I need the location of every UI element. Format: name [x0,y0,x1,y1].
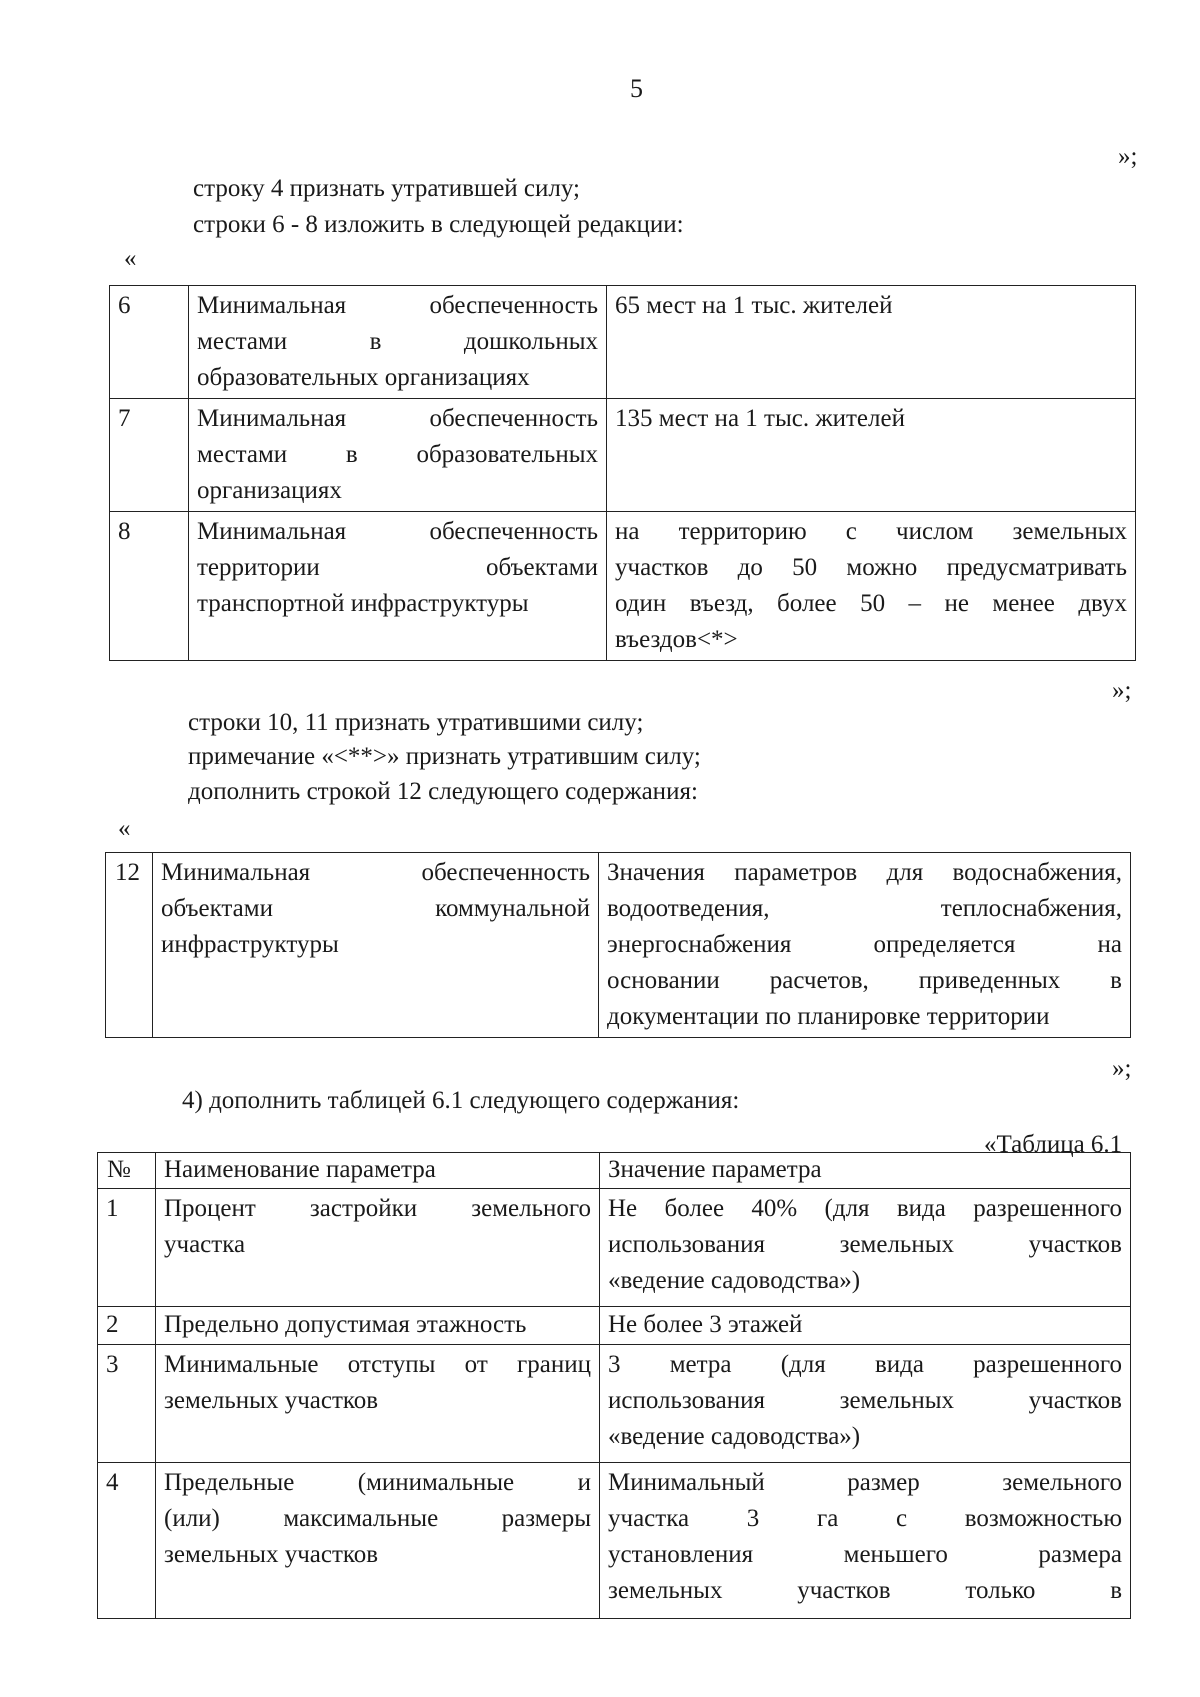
paragraph-line: строки 6 - 8 изложить в следующей редакции: [193,211,684,238]
cell-line: организациях [197,477,342,504]
cell-line: Процент застройки земельного [164,1195,591,1222]
cell-line: Минимальные отступы от границ [164,1351,591,1378]
parameter-value-cell [600,1463,1131,1619]
table-header-row [98,1153,1131,1189]
cell-line: основании расчетов, приведенных в [607,967,1122,994]
table-rows-6-8 [109,285,1136,661]
header-number: № [98,1153,156,1189]
table-row [98,1463,1131,1619]
parameter-value-cell [599,853,1131,1038]
cell-line: Минимальная обеспеченность [197,518,598,545]
parameter-name-cell [156,1189,600,1307]
parameter-value-cell [607,512,1136,661]
cell-line: инфраструктуры [161,931,339,958]
row-number: 4 [98,1463,156,1619]
cell-line: водоотведения, теплоснабжения, [607,895,1122,922]
cell-line: использования земельных участков [608,1231,1122,1258]
table-row [110,286,1136,399]
paragraph-line: строки 10, 11 признать утратившими силу; [188,709,644,736]
paragraph-line: 4) дополнить таблицей 6.1 следующего содержания: [182,1087,740,1114]
closing-quote: »; [1112,1055,1132,1082]
cell-line: участка [164,1231,246,1258]
cell-line: объектами коммунальной [161,895,590,922]
paragraph-line: дополнить строкой 12 следующего содержания: [188,778,698,805]
cell-line: использования земельных участков [608,1387,1122,1414]
cell-line: Не более 40% (для вида разрешенного [608,1195,1122,1222]
cell-line: Значения параметров для водоснабжения, [607,859,1122,886]
table-row [106,853,1131,1038]
cell-line: Не более 3 этажей [608,1311,803,1338]
cell-line: энергоснабжения определяется на [607,931,1122,958]
closing-quote: »; [1118,143,1138,170]
table-row [110,512,1136,661]
parameter-name-cell [189,512,607,661]
cell-line: 3 метра (для вида разрешенного [608,1351,1122,1378]
cell-line: один въезд, более 50 – не менее двух [615,590,1127,617]
cell-line: земельных участков [164,1387,379,1414]
parameter-name-cell [156,1463,600,1619]
closing-quote: »; [1112,677,1132,704]
cell-line: участков до 50 можно предусматривать [615,554,1127,581]
parameter-value-cell [600,1345,1131,1463]
cell-line: местами в дошкольных [197,328,598,355]
cell-line: на территорию с числом земельных [615,518,1127,545]
parameter-name-cell [156,1307,600,1345]
cell-line: 65 мест на 1 тыс. жителей [615,292,893,319]
row-number: 1 [98,1189,156,1307]
cell-line: «ведение садоводства») [608,1267,861,1294]
paragraph-line: строку 4 признать утратившей силу; [193,175,580,202]
opening-quote: « [118,815,131,842]
table-row [98,1345,1131,1463]
cell-line: Минимальный размер земельного [608,1469,1122,1496]
table-row [98,1307,1131,1345]
cell-line: территории объектами [197,554,598,581]
cell-line: Минимальная обеспеченность [197,405,598,432]
row-number: 8 [110,512,189,661]
cell-line: Минимальная обеспеченность [197,292,598,319]
parameter-value-cell [607,399,1136,512]
cell-line: въездов<*> [615,626,738,653]
cell-line: (или) максимальные размеры [164,1505,591,1532]
cell-line: местами в образовательных [197,441,598,468]
table-row [98,1189,1131,1307]
parameter-name-cell [189,399,607,512]
paragraph-line: примечание «<**>» признать утратившим силу; [188,743,701,770]
cell-line: документации по планировке территории [607,1003,1050,1030]
cell-line: земельных участков [164,1541,379,1568]
parameter-value-cell [607,286,1136,399]
cell-line: участка 3 га с возможностью [608,1505,1122,1532]
header-parameter-value: Значение параметра [600,1153,1131,1189]
row-number: 2 [98,1307,156,1345]
cell-line: образовательных организациях [197,364,530,391]
header-parameter-name: Наименование параметра [156,1153,600,1189]
cell-line: «ведение садоводства») [608,1423,861,1450]
row-number: 6 [110,286,189,399]
parameter-name-cell [156,1345,600,1463]
table-6-1 [97,1152,1131,1619]
cell-line: Предельно допустимая этажность [164,1311,527,1338]
page-number: 5 [630,74,643,103]
cell-line: Минимальная обеспеченность [161,859,590,886]
opening-quote: « [124,245,137,272]
row-number: 7 [110,399,189,512]
row-number: 3 [98,1345,156,1463]
row-number: 12 [106,853,153,1038]
parameter-value-cell [600,1189,1131,1307]
cell-line: установления меньшего размера [608,1541,1122,1568]
parameter-name-cell [153,853,599,1038]
table-row-12 [105,852,1131,1038]
parameter-name-cell [189,286,607,399]
parameter-value-cell [600,1307,1131,1345]
cell-line: Предельные (минимальные и [164,1469,591,1496]
cell-line: 135 мест на 1 тыс. жителей [615,405,905,432]
cell-line: транспортной инфраструктуры [197,590,529,617]
cell-line: земельных участков только в [608,1577,1122,1604]
table-caption: «Таблица 6.1 [984,1131,1123,1158]
table-row [110,399,1136,512]
